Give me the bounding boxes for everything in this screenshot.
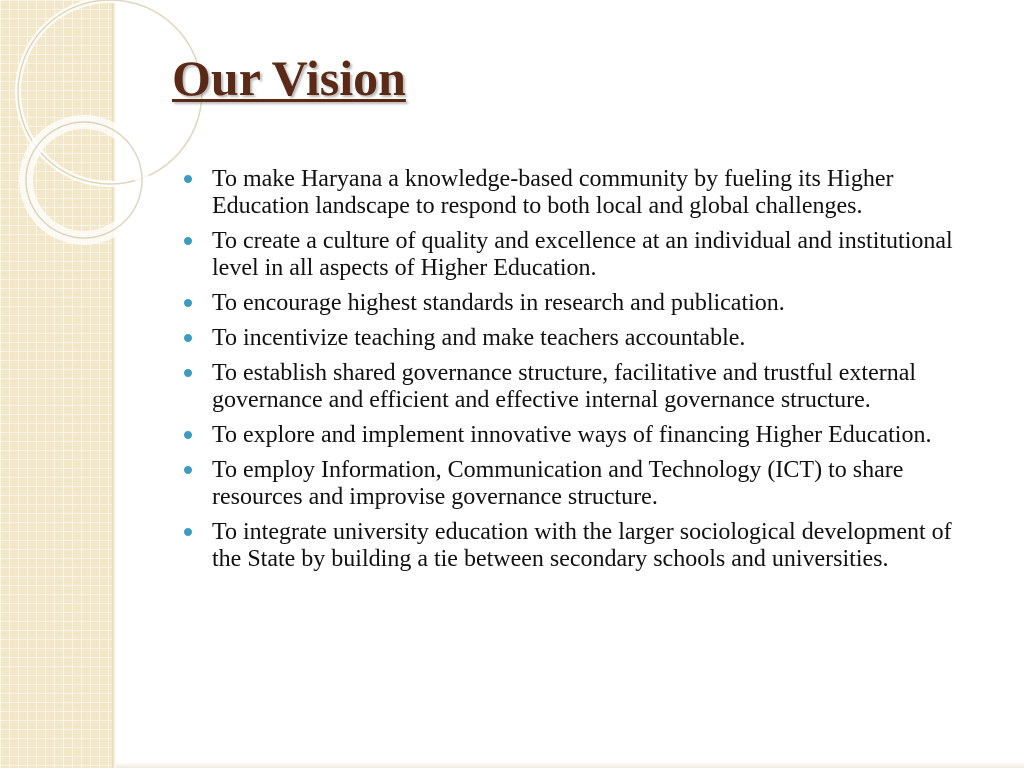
bullet-text: To incentivize teaching and make teachers accountable. bbox=[212, 325, 746, 351]
bullet-dot-icon bbox=[184, 431, 192, 439]
bullet-text: To create a culture of quality and excellence at an individual and institutional level in all aspects of Higher Education. bbox=[212, 228, 953, 281]
bullet-dot-icon bbox=[184, 175, 192, 183]
bullet-item bbox=[180, 290, 980, 317]
bullet-dot-icon bbox=[184, 299, 192, 307]
bullet-item bbox=[180, 166, 980, 220]
bullet-text: To encourage highest standards in research and publication. bbox=[212, 290, 785, 316]
bullet-text: To integrate university education with the larger sociological development of the State by building a tie between secondary schools and universities. bbox=[212, 519, 952, 572]
bullet-item bbox=[180, 519, 980, 573]
bullet-dot-icon bbox=[184, 369, 192, 377]
bullet-dot-icon bbox=[184, 237, 192, 245]
bullet-text: To establish shared governance structure, facilitative and trustful external governance and efficient and effective internal governance structure. bbox=[212, 360, 917, 413]
bullet-text: To employ Information, Communication and Technology (ICT) to share resources and improvise governance structure. bbox=[212, 457, 904, 510]
bullet-item bbox=[180, 422, 980, 449]
bottom-shadow bbox=[116, 762, 1024, 768]
bullet-item bbox=[180, 360, 980, 414]
bullet-item bbox=[180, 457, 980, 511]
bullet-dot-icon bbox=[184, 466, 192, 474]
bullet-text: To make Haryana a knowledge-based community by fueling its Higher Education landscape to respond to both local and global challenges. bbox=[212, 166, 894, 219]
bullet-dot-icon bbox=[184, 528, 192, 536]
bullet-item bbox=[180, 325, 980, 352]
bullet-text: To explore and implement innovative ways of financing Higher Education. bbox=[212, 422, 932, 448]
vision-bullet-list bbox=[180, 166, 980, 581]
bullet-item bbox=[180, 228, 980, 282]
bullet-dot-icon bbox=[184, 334, 192, 342]
slide-title: Our Vision bbox=[172, 50, 406, 106]
